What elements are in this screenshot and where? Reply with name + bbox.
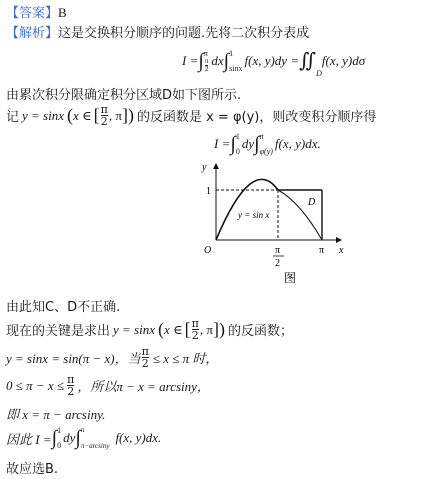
region-label: D — [316, 69, 322, 78]
final-outer-limits: 1 0 — [57, 426, 62, 450]
inverse-domain-post: , π — [108, 107, 122, 123]
figure-caption: 图 — [284, 271, 297, 285]
final-dy: dy — [63, 430, 76, 445]
origin-label: O — [204, 245, 212, 256]
x-solution-line: 即 x = π − arcsiny. — [6, 407, 106, 422]
half-pi-den: 2 — [275, 258, 280, 269]
final-integral-outer: ∫ — [51, 427, 58, 449]
curve-label: y = sin x — [238, 210, 270, 220]
outer-limits — [204, 49, 210, 73]
bracket-close: ]) — [121, 105, 134, 125]
inverse-eq: y = sinx — [22, 107, 64, 123]
key-pre: 现在的关键是求出 — [6, 324, 111, 339]
eq1-dx: dx — [211, 53, 224, 68]
sine-curve-tail — [278, 190, 322, 240]
range-pre: 0 ≤ π − x ≤ — [6, 377, 65, 393]
identity-post: ≤ x ≤ π 时， — [152, 351, 219, 366]
equation-iterated-integral — [182, 44, 365, 78]
key-domain-pre: x ∈ — [164, 321, 183, 337]
eq2-integrand: f(x, y)dx. — [274, 136, 321, 151]
integral-sign-outer: ∫ — [198, 50, 204, 72]
key-eq: y = sinx — [113, 321, 155, 337]
choose-line: 故应选B. — [6, 462, 59, 477]
eq2-lhs: I = — [214, 136, 231, 151]
identity-eq: y = sinx = sin(π − x)，当 — [6, 351, 141, 366]
one-tick-label: 1 — [206, 186, 211, 197]
key-line — [6, 318, 293, 341]
eq1-lhs: I = — [182, 53, 199, 68]
eq2-dy: dy — [241, 136, 255, 151]
region-line: 由累次积分限确定积分区域D如下图所示. — [6, 88, 242, 103]
inner-upper: 1 — [229, 49, 234, 58]
answer-value: B — [58, 5, 67, 20]
conclude-cd-line: 由此知C、D不正确. — [6, 300, 121, 315]
final-inner-limits: π π−arcsiny — [80, 426, 110, 450]
eq2-inner-limits: π φ(y) — [259, 132, 273, 156]
key-domain-post: , π — [199, 321, 213, 337]
key-paren-open: ( — [158, 319, 164, 339]
region-d-label: D — [308, 197, 316, 208]
analysis-line — [6, 22, 309, 41]
final-pre: 因此 I = — [6, 431, 52, 447]
range-post: ，所以π − x = arcsiny， — [77, 379, 210, 394]
eq2-integral-outer: ∫ — [230, 133, 236, 155]
inner-limits — [229, 49, 242, 73]
pi-tick-label: π — [319, 245, 325, 256]
inner-lower: sinx — [229, 64, 243, 73]
identity-line — [6, 346, 218, 369]
inverse-pre: 记 — [6, 110, 20, 125]
bracket-open: [ — [93, 105, 100, 125]
analysis-tag: 【解析】 — [6, 26, 59, 41]
outer-upper: π — [203, 49, 208, 58]
answer-line — [6, 2, 67, 21]
paren-open: ( — [67, 105, 73, 125]
eq2-outer-limits: 1 0 — [235, 132, 240, 156]
final-integral-inner: ∫ — [75, 427, 81, 449]
final-integrand: f(x, y)dx. — [115, 430, 162, 445]
key-bracket-open: [ — [184, 319, 191, 339]
equation-swapped-order — [214, 128, 321, 160]
eq2-integral-inner: ∫ — [254, 133, 260, 155]
identity-frac: $\frac{\pi}{2}$ — [141, 345, 149, 370]
key-post: 的反函数； — [227, 324, 293, 339]
inverse-domain-pre: x ∈ — [73, 107, 92, 123]
answer-tag: 【答案】 — [6, 6, 59, 21]
key-bracket-close: ]) — [212, 319, 225, 339]
final-equation-line — [6, 422, 161, 454]
analysis-text: 这是交换积分顺序的问题.先将二次积分表成 — [58, 26, 310, 41]
eq1-rhs: f(x, y)dσ — [321, 53, 366, 68]
range-line — [6, 374, 210, 397]
inverse-domain-frac: $\frac{\pi}{2}$ — [100, 103, 108, 128]
x-axis-label: x — [339, 245, 344, 256]
half-pi-num: π — [275, 245, 281, 256]
eq1-integrand: f(x, y)dy = — [244, 53, 300, 68]
key-domain-frac: $\frac{\pi}{2}$ — [191, 317, 199, 342]
integral-sign-inner: ∫ — [223, 50, 230, 72]
outer-lower: $\frac{\pi}{2}$ — [204, 57, 209, 73]
region-figure — [196, 160, 346, 290]
inverse-line — [6, 104, 376, 127]
double-integral-sign: ∬ — [299, 50, 317, 72]
y-axis-label: y — [202, 162, 207, 173]
inverse-post: 的反函数是 x = φ(y)，则改变积分顺序得 — [136, 110, 377, 125]
range-frac: $\frac{\pi}{2}$ — [67, 373, 75, 398]
